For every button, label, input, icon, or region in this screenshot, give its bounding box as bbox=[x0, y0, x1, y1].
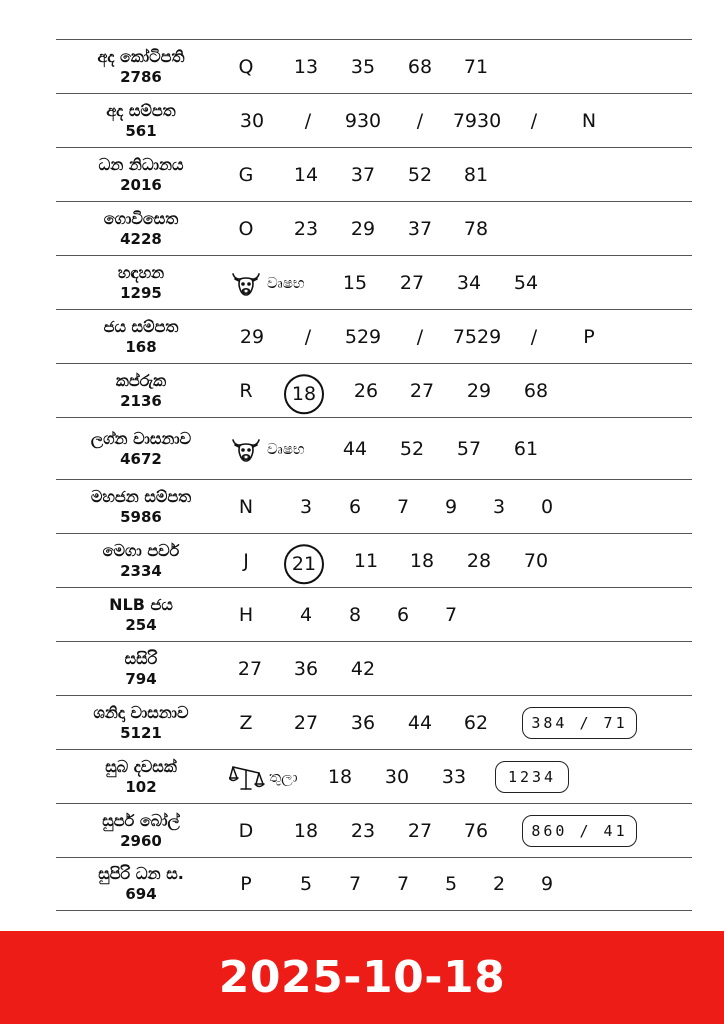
winning-number: 6 bbox=[396, 603, 410, 626]
winning-numbers bbox=[239, 750, 689, 803]
separator: / bbox=[416, 325, 424, 348]
lottery-name: හඳහන bbox=[117, 262, 165, 282]
zodiac-label: වෘෂභ bbox=[267, 439, 305, 458]
winning-number: 27 bbox=[237, 657, 263, 680]
winning-number: 54 bbox=[513, 271, 539, 294]
libra-scales-icon bbox=[229, 762, 265, 792]
winning-number: 5 bbox=[444, 873, 458, 895]
lottery-row bbox=[56, 39, 692, 93]
letter: R bbox=[239, 379, 253, 402]
letter: Q bbox=[238, 55, 254, 78]
winning-number: 44 bbox=[407, 711, 433, 734]
winning-number: 930 bbox=[344, 109, 382, 132]
winning-numbers bbox=[239, 148, 689, 201]
lottery-name: මෙගා පවර් bbox=[102, 540, 180, 560]
draw-number: 5121 bbox=[120, 723, 162, 742]
lottery-name: අද කෝටිපති bbox=[97, 46, 185, 66]
winning-numbers bbox=[239, 588, 689, 641]
draw-number: 2334 bbox=[120, 561, 162, 580]
winning-number: 7 bbox=[444, 603, 458, 626]
winning-numbers bbox=[239, 364, 689, 417]
winning-number: 15 bbox=[342, 271, 368, 294]
draw-number: 102 bbox=[125, 777, 157, 796]
separator: / bbox=[530, 325, 538, 348]
letter: P bbox=[240, 873, 252, 895]
lottery-row bbox=[56, 479, 692, 533]
lottery-name: සුපර් බෝල් bbox=[102, 810, 180, 830]
winning-number: 30 bbox=[239, 109, 265, 132]
date-banner bbox=[0, 931, 724, 1024]
winning-number: 18 bbox=[409, 549, 435, 572]
winning-number: 52 bbox=[407, 163, 433, 186]
winning-number: N bbox=[581, 109, 597, 132]
letter: H bbox=[238, 603, 254, 626]
winning-number: 71 bbox=[463, 55, 489, 78]
lottery-name-cell bbox=[56, 804, 226, 857]
lottery-name-cell bbox=[56, 588, 226, 641]
winning-number: 23 bbox=[350, 819, 376, 842]
extra-number-box: 860 / 41 bbox=[522, 815, 637, 847]
winning-number: 3 bbox=[492, 495, 506, 518]
winning-number: 9 bbox=[444, 495, 458, 518]
lottery-name-cell bbox=[56, 310, 226, 363]
winning-number: 6 bbox=[348, 495, 362, 518]
lottery-name: අද සම්පත bbox=[106, 100, 176, 120]
lottery-name-cell bbox=[56, 696, 226, 749]
separator: / bbox=[416, 109, 424, 132]
zodiac-label: වෘෂභ bbox=[267, 273, 305, 292]
zodiac-sign bbox=[229, 434, 305, 464]
winning-number: 76 bbox=[463, 819, 489, 842]
winning-number: P bbox=[583, 325, 595, 348]
zodiac-sign bbox=[229, 762, 298, 792]
winning-numbers bbox=[239, 418, 689, 479]
draw-number: 2786 bbox=[120, 67, 162, 86]
lottery-name: ධන නිධානය bbox=[98, 154, 184, 174]
lottery-name-cell bbox=[56, 750, 226, 803]
lottery-name-cell bbox=[56, 148, 226, 201]
winning-number: 7 bbox=[396, 495, 410, 518]
lottery-row bbox=[56, 363, 692, 417]
winning-number: 36 bbox=[350, 711, 376, 734]
winning-number: 9 bbox=[540, 873, 554, 895]
winning-number: 34 bbox=[456, 271, 482, 294]
winning-number: 26 bbox=[353, 379, 379, 402]
lottery-name-cell bbox=[56, 418, 226, 479]
winning-numbers bbox=[239, 534, 689, 587]
lottery-name-cell bbox=[56, 40, 226, 93]
lottery-name-cell bbox=[56, 364, 226, 417]
winning-number: 78 bbox=[463, 217, 489, 240]
winning-number: 4 bbox=[299, 603, 313, 626]
winning-number: 7 bbox=[348, 873, 362, 895]
lottery-name-cell bbox=[56, 534, 226, 587]
winning-number: 57 bbox=[456, 437, 482, 460]
draw-number: 4672 bbox=[120, 449, 162, 468]
winning-number: 27 bbox=[293, 711, 319, 734]
winning-number: 68 bbox=[523, 379, 549, 402]
zodiac-sign bbox=[229, 268, 305, 298]
lottery-row bbox=[56, 147, 692, 201]
lottery-name: ගොවිසෙත bbox=[103, 208, 179, 228]
winning-numbers bbox=[239, 94, 689, 147]
winning-number: 0 bbox=[540, 495, 554, 518]
draw-number: 694 bbox=[125, 885, 157, 903]
winning-numbers bbox=[239, 804, 689, 857]
winning-numbers bbox=[239, 202, 689, 255]
winning-number: 7 bbox=[396, 873, 410, 895]
draw-number: 5986 bbox=[120, 507, 162, 526]
separator: / bbox=[530, 109, 538, 132]
lottery-name-cell bbox=[56, 480, 226, 533]
winning-number: 81 bbox=[463, 163, 489, 186]
winning-number: 14 bbox=[293, 163, 319, 186]
extra-number-box: 1234 bbox=[495, 761, 569, 793]
winning-number: 2 bbox=[492, 873, 506, 895]
lottery-row bbox=[56, 587, 692, 641]
winning-number: 35 bbox=[350, 55, 376, 78]
lottery-row bbox=[56, 803, 692, 857]
separator: / bbox=[304, 109, 312, 132]
lottery-row bbox=[56, 309, 692, 363]
separator: / bbox=[304, 325, 312, 348]
winning-number: 37 bbox=[350, 163, 376, 186]
draw-number: 2136 bbox=[120, 391, 162, 410]
lottery-row bbox=[56, 201, 692, 255]
winning-number: 23 bbox=[293, 217, 319, 240]
lottery-name: සුපිරි ධන ස. bbox=[98, 864, 184, 883]
lottery-name-cell bbox=[56, 858, 226, 910]
taurus-bull-icon bbox=[229, 268, 263, 298]
winning-number: 29 bbox=[239, 325, 265, 348]
winning-number: 28 bbox=[466, 549, 492, 572]
lottery-name-cell bbox=[56, 202, 226, 255]
winning-number: 62 bbox=[463, 711, 489, 734]
winning-number: 30 bbox=[384, 765, 410, 788]
letter: G bbox=[238, 163, 254, 186]
draw-number: 794 bbox=[125, 669, 157, 688]
winning-numbers bbox=[239, 480, 689, 533]
lottery-row bbox=[56, 857, 692, 911]
winning-numbers bbox=[239, 642, 689, 695]
winning-number: 29 bbox=[466, 379, 492, 402]
winning-numbers bbox=[239, 40, 689, 93]
winning-number: 70 bbox=[523, 549, 549, 572]
letter: O bbox=[238, 217, 254, 240]
lottery-row bbox=[56, 749, 692, 803]
winning-number: 33 bbox=[441, 765, 467, 788]
lottery-name: NLB ජය bbox=[109, 594, 173, 614]
winning-number: 36 bbox=[293, 657, 319, 680]
bonus-number-circle: 21 bbox=[284, 544, 324, 584]
draw-number: 168 bbox=[125, 337, 157, 356]
winning-number: 11 bbox=[353, 549, 379, 572]
lottery-row bbox=[56, 255, 692, 309]
winning-number: 61 bbox=[513, 437, 539, 460]
draw-number: 254 bbox=[125, 615, 157, 634]
lottery-row bbox=[56, 417, 692, 479]
draw-number: 2016 bbox=[120, 175, 162, 194]
winning-number: 27 bbox=[409, 379, 435, 402]
winning-number: 44 bbox=[342, 437, 368, 460]
winning-number: 27 bbox=[399, 271, 425, 294]
lottery-name: ශනිදා වාසනාව bbox=[93, 702, 189, 722]
lottery-name: ලග්න වාසනාව bbox=[90, 428, 192, 448]
zodiac-label: තුලා bbox=[269, 767, 298, 786]
lottery-name: සුබ දවසක් bbox=[105, 756, 177, 776]
winning-number: 52 bbox=[399, 437, 425, 460]
winning-number: 5 bbox=[299, 873, 313, 895]
lottery-name: කප්රුක bbox=[115, 370, 167, 390]
lottery-name-cell bbox=[56, 256, 226, 309]
winning-number: 18 bbox=[293, 819, 319, 842]
winning-numbers bbox=[239, 310, 689, 363]
lottery-row bbox=[56, 641, 692, 695]
winning-number: 8 bbox=[348, 603, 362, 626]
winning-numbers bbox=[239, 858, 689, 910]
lottery-name-cell bbox=[56, 642, 226, 695]
lottery-row bbox=[56, 695, 692, 749]
draw-number: 4228 bbox=[120, 229, 162, 248]
winning-numbers bbox=[239, 256, 689, 309]
winning-number: 7930 bbox=[452, 109, 502, 132]
letter: D bbox=[238, 819, 254, 842]
bonus-number-circle: 18 bbox=[284, 374, 324, 414]
winning-number: 13 bbox=[293, 55, 319, 78]
draw-number: 1295 bbox=[120, 283, 162, 302]
lottery-name: මහජන සම්පත bbox=[90, 486, 192, 506]
letter: N bbox=[238, 495, 254, 518]
winning-number: 7529 bbox=[452, 325, 502, 348]
lottery-name: සසිරි bbox=[124, 648, 158, 668]
lottery-row bbox=[56, 93, 692, 147]
winning-number: 3 bbox=[299, 495, 313, 518]
letter: J bbox=[243, 549, 249, 572]
winning-number: 37 bbox=[407, 217, 433, 240]
draw-date: 2025-10-18 bbox=[218, 952, 506, 1003]
winning-number: 29 bbox=[350, 217, 376, 240]
results-table bbox=[56, 39, 692, 911]
lottery-row bbox=[56, 533, 692, 587]
winning-number: 68 bbox=[407, 55, 433, 78]
winning-numbers bbox=[239, 696, 689, 749]
winning-number: 27 bbox=[407, 819, 433, 842]
winning-number: 18 bbox=[327, 765, 353, 788]
lottery-name: ජය සම්පත bbox=[103, 316, 179, 336]
winning-number: 42 bbox=[350, 657, 376, 680]
lottery-name-cell bbox=[56, 94, 226, 147]
draw-number: 561 bbox=[125, 121, 157, 140]
draw-number: 2960 bbox=[120, 831, 162, 850]
taurus-bull-icon bbox=[229, 434, 263, 464]
extra-number-box: 384 / 71 bbox=[522, 707, 637, 739]
letter: Z bbox=[239, 711, 253, 734]
winning-number: 529 bbox=[344, 325, 382, 348]
